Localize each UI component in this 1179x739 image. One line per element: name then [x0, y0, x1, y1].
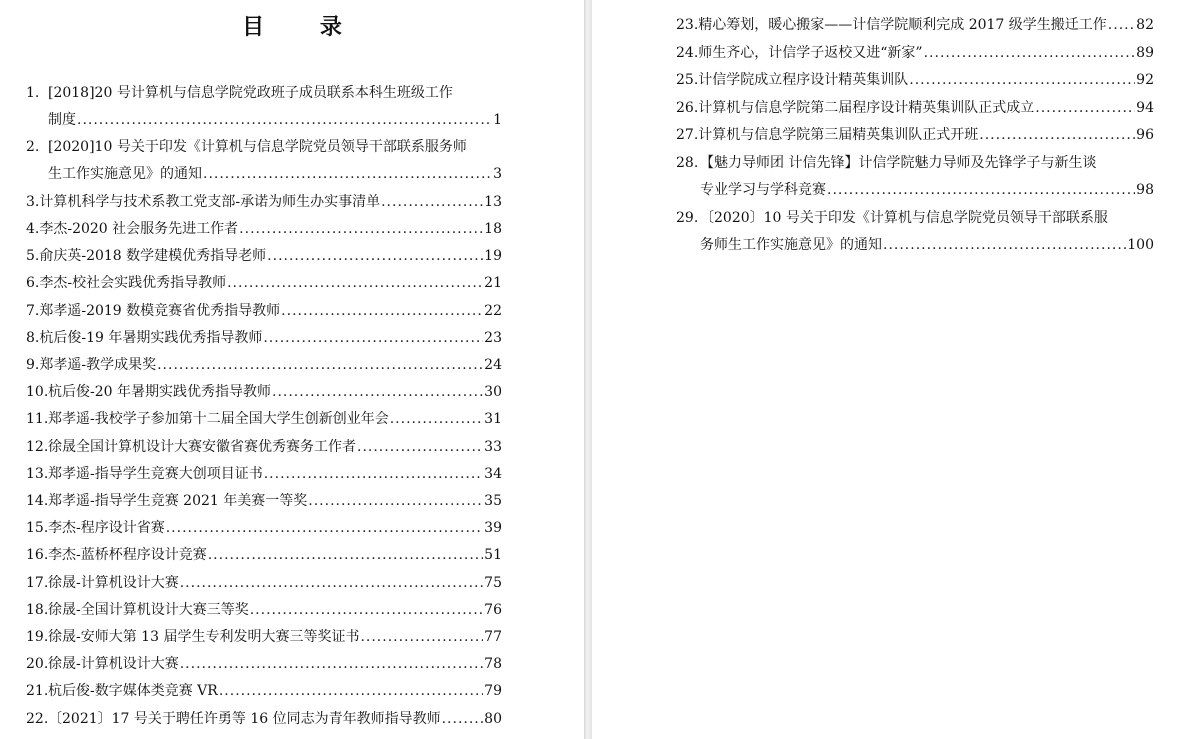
toc-entry-number: 20.: [26, 656, 49, 673]
toc-entry[interactable]: [676, 99, 1154, 117]
toc-entry-text: 务师生工作实施意见》的通知: [700, 237, 882, 253]
toc-entry-number: 27.: [676, 127, 699, 143]
toc-entry-line: [26, 601, 502, 619]
toc-entry-text: 计算机科学与技术系教工党支部-承诺为师生办实事清单: [39, 193, 381, 210]
dot-leader: [442, 710, 484, 728]
toc-entry-page: 76: [484, 601, 502, 618]
toc-entry-page: 18: [484, 221, 502, 237]
toc-entry[interactable]: [26, 438, 502, 456]
toc-entry-text: [2020]10 号关于印发《计算机与信息学院党员领导干部联系服务师: [48, 139, 467, 156]
toc-entry-page: 39: [484, 520, 502, 537]
toc-entry-line: [676, 236, 1154, 254]
toc-entry-text: 徐晟全国计算机设计大赛安徽省赛优秀赛务工作者: [48, 438, 356, 455]
toc-entry-number: 1.: [26, 85, 40, 101]
toc-entry[interactable]: [676, 126, 1154, 144]
dot-leader: [360, 628, 483, 646]
toc-entry-page: 21: [484, 275, 502, 292]
toc-entry-text: 杭后俊-19 年暑期实践优秀指导教师: [39, 329, 263, 346]
dot-leader: [227, 274, 483, 292]
toc-entry[interactable]: [26, 329, 502, 347]
toc-entry-number: 28.: [676, 154, 699, 171]
toc-entry-page: 82: [1136, 17, 1154, 33]
toc-entry-text: 郑孝遥-2019 数模竞赛省优秀指导教师: [39, 302, 281, 319]
dot-leader: [157, 356, 483, 374]
toc-entry-page: 75: [484, 574, 502, 591]
toc-entry-line: [26, 438, 502, 456]
dot-leader: [77, 111, 492, 129]
toc-entry-text: 〔2021〕17 号关于聘任许勇等 16 位同志为青年教师指导教师: [48, 710, 441, 727]
toc-entry[interactable]: [26, 247, 502, 265]
toc-entry[interactable]: [26, 193, 502, 211]
toc-entry-page: 77: [484, 629, 502, 645]
toc-entry-number: 2.: [26, 139, 40, 156]
toc-entry-page: 35: [484, 493, 502, 509]
toc-entry-number: 12.: [26, 438, 49, 455]
toc-entry-page: 33: [484, 438, 502, 455]
toc-entry[interactable]: [676, 209, 1154, 255]
dot-leader: [381, 193, 483, 211]
toc-entry-page: 51: [484, 547, 502, 564]
dot-leader: [308, 492, 483, 510]
toc-entry-page: 98: [1136, 182, 1154, 198]
dot-leader: [267, 247, 483, 265]
toc-entry-text: 师生齐心，计信学子返校又进“新家”: [698, 44, 923, 61]
toc-entry-page: 100: [1127, 237, 1154, 253]
toc-entry-line: [26, 329, 502, 347]
dot-leader: [180, 655, 483, 673]
toc-entry-text: 杭后俊-20 年暑期实践优秀指导教师: [48, 384, 271, 401]
toc-entry-line: [26, 356, 502, 374]
toc-entry[interactable]: [26, 546, 502, 564]
toc-entry-line: [26, 465, 502, 483]
toc-entry-page: 31: [484, 411, 502, 428]
dot-leader: [1035, 99, 1135, 117]
toc-entry-page: 94: [1136, 99, 1154, 116]
page-gutter: [584, 0, 592, 739]
toc-entry-text: 专业学习与学科竞赛: [700, 182, 826, 198]
toc-entry[interactable]: [676, 154, 1154, 200]
toc-entry-line: [676, 181, 1154, 199]
toc-entry[interactable]: [26, 302, 502, 320]
toc-entry-text: 徐晟-安师大第 13 届学生专利发明大赛三等奖证书: [48, 629, 360, 645]
toc-entry-line: [26, 247, 502, 265]
toc-entry[interactable]: [26, 655, 502, 673]
toc-entry-number: 5.: [26, 248, 40, 265]
toc-entry-page: 22: [484, 302, 502, 319]
toc-entry-text: 李杰-2020 社会服务先进工作者: [39, 221, 239, 237]
toc-entry-line: [26, 710, 502, 728]
toc-entry[interactable]: [26, 601, 502, 619]
toc-entry-number: 8.: [26, 329, 40, 346]
toc-entry-number: 14.: [26, 493, 49, 509]
toc-entry-number: 10.: [26, 384, 49, 401]
toc-entry-line: [676, 209, 1154, 227]
toc-entry-text: 杭后俊-数字媒体类竞赛 VR: [48, 683, 218, 700]
toc-entry-text: 计算机与信息学院第二届程序设计精英集训队正式成立: [698, 99, 1035, 116]
toc-entry-line: [26, 111, 502, 129]
toc-entry-number: 21.: [26, 683, 49, 700]
toc-entry-page: 96: [1136, 127, 1154, 143]
toc-entry[interactable]: [26, 682, 502, 700]
toc-entry-number: 17.: [26, 574, 49, 591]
toc-entry-number: 16.: [26, 547, 49, 564]
toc-title: 目 录: [242, 14, 366, 40]
toc-entry-text: 精心筹划，暖心搬家——计信学院顺利完成 2017 级学生搬迁工作: [698, 17, 1107, 33]
toc-entry[interactable]: [26, 138, 502, 183]
toc-entry-line: [26, 220, 502, 238]
toc-entry-page: 34: [484, 465, 502, 482]
dot-leader: [924, 44, 1136, 62]
dot-leader: [979, 126, 1135, 144]
toc-entry-text: 郑孝遥-指导学生竞赛大创项目证书: [48, 465, 263, 482]
toc-entry[interactable]: [676, 71, 1154, 89]
toc-entry[interactable]: [26, 519, 502, 537]
toc-entry-number: 3.: [26, 193, 40, 210]
dot-leader: [264, 465, 483, 483]
dot-leader: [250, 601, 483, 619]
toc-entry-number: 24.: [676, 44, 699, 61]
toc-entry-number: 7.: [26, 302, 40, 319]
toc-entry-number: 13.: [26, 465, 49, 482]
dot-leader: [883, 236, 1126, 254]
document-page-right: [592, 0, 1179, 739]
toc-entry-text: 计信学院成立程序设计精英集训队: [698, 72, 909, 88]
toc-entry-page: 30: [484, 384, 502, 401]
toc-entry-text: 徐晟-计算机设计大赛: [48, 574, 179, 591]
toc-entry-line: [676, 71, 1154, 89]
toc-entry-line: [26, 165, 502, 183]
toc-entry-page: 92: [1136, 72, 1154, 88]
toc-entry[interactable]: [676, 16, 1154, 34]
toc-entry-line: [676, 126, 1154, 144]
dot-leader: [272, 383, 483, 401]
toc-entry-text: 计算机与信息学院第三届精英集训队正式开班: [698, 127, 979, 143]
toc-entry-line: [26, 492, 502, 510]
toc-entry-line: [26, 274, 502, 292]
toc-entry-line: [26, 628, 502, 646]
toc-entry-text: 郑孝遥-我校学子参加第十二届全国大学生创新创业年会: [48, 411, 389, 428]
dot-leader: [827, 181, 1135, 199]
toc-entry-number: 26.: [676, 99, 699, 116]
toc-entry-line: [26, 519, 502, 537]
toc-entry-number: 29.: [676, 209, 699, 226]
toc-entry-number: 9.: [26, 357, 40, 373]
toc-entry-line: [26, 682, 502, 700]
toc-entry-line: [26, 138, 502, 156]
dot-leader: [390, 410, 483, 428]
toc-entry-line: [26, 655, 502, 673]
dot-leader: [166, 519, 483, 537]
dot-leader: [357, 438, 483, 456]
toc-entry-text: 徐晟-全国计算机设计大赛三等奖: [48, 601, 249, 618]
dot-leader: [1108, 16, 1135, 34]
toc-entry[interactable]: [26, 628, 502, 646]
toc-entry-page: 78: [484, 656, 502, 673]
toc-entry-line: [676, 154, 1154, 172]
toc-entry-number: 6.: [26, 275, 40, 292]
toc-entry-line: [676, 44, 1154, 62]
toc-entry-page: 19: [484, 248, 502, 265]
toc-entry-text: 【魅力导师团 计信先锋】计信学院魅力导师及先锋学子与新生谈: [700, 154, 1097, 171]
toc-entry[interactable]: [26, 356, 502, 374]
toc-entry-number: 18.: [26, 601, 49, 618]
toc-entry-text: 李杰-程序设计省赛: [48, 520, 165, 537]
toc-entry-text: 徐晟-计算机设计大赛: [48, 656, 179, 673]
dot-leader: [180, 574, 483, 592]
toc-entry-page: 23: [484, 329, 502, 346]
toc-entry[interactable]: [26, 84, 502, 129]
toc-entry-text: [2018]20 号计算机与信息学院党政班子成员联系本科生班级工作: [48, 85, 453, 101]
toc-entry-text: 郑孝遥-指导学生竞赛 2021 年美赛一等奖: [48, 493, 308, 509]
document-page-left: [0, 0, 584, 739]
toc-entry-text: 李杰-校社会实践优秀指导教师: [39, 275, 227, 292]
toc-entry-number: 19.: [26, 629, 49, 645]
toc-entry[interactable]: [26, 574, 502, 592]
toc-entry-number: 4.: [26, 221, 40, 237]
toc-entry-line: [26, 84, 502, 102]
toc-entry-text: 〔2020〕10 号关于印发《计算机与信息学院党员领导干部联系服: [700, 209, 1108, 226]
toc-entry[interactable]: [26, 410, 502, 428]
dot-leader: [219, 682, 483, 700]
toc-entry[interactable]: [26, 383, 502, 401]
toc-entry-line: [676, 99, 1154, 117]
toc-entry-line: [26, 383, 502, 401]
toc-entry-text: 俞庆英-2018 数学建模优秀指导老师: [39, 248, 267, 265]
toc-entry-text: 郑孝遥-教学成果奖: [39, 357, 157, 373]
toc-entry-number: 15.: [26, 520, 49, 537]
toc-entry-number: 11.: [26, 411, 49, 428]
toc-entry[interactable]: [26, 274, 502, 292]
toc-entry[interactable]: [26, 220, 502, 238]
dot-leader: [281, 302, 483, 320]
dot-leader: [909, 71, 1135, 89]
toc-entry-page: 80: [484, 710, 502, 727]
toc-entry[interactable]: [26, 710, 502, 728]
toc-entry-text: 生工作实施意见》的通知: [48, 166, 202, 183]
dot-leader: [203, 165, 492, 183]
toc-entry-page: 1: [493, 112, 502, 128]
toc-entry-line: [26, 410, 502, 428]
toc-entry[interactable]: [676, 44, 1154, 62]
toc-entry-line: [26, 546, 502, 564]
dot-leader: [263, 329, 483, 347]
toc-entry-line: [676, 16, 1154, 34]
toc-entry-page: 89: [1136, 44, 1154, 61]
toc-entry-line: [26, 302, 502, 320]
toc-entry[interactable]: [26, 492, 502, 510]
toc-entry-page: 13: [484, 193, 502, 210]
toc-entry-page: 79: [484, 683, 502, 700]
toc-entry-text: 制度: [48, 112, 76, 128]
toc-entry-page: 24: [484, 357, 502, 373]
toc-entry-page: 3: [493, 166, 502, 183]
toc-entry[interactable]: [26, 465, 502, 483]
toc-entry-text: 李杰-蓝桥杯程序设计竞赛: [48, 547, 207, 564]
dot-leader: [208, 546, 483, 564]
toc-entry-number: 23.: [676, 17, 699, 33]
toc-entry-number: 22.: [26, 710, 49, 727]
toc-entry-number: 25.: [676, 72, 699, 88]
toc-entry-line: [26, 193, 502, 211]
toc-entry-line: [26, 574, 502, 592]
dot-leader: [239, 220, 483, 238]
